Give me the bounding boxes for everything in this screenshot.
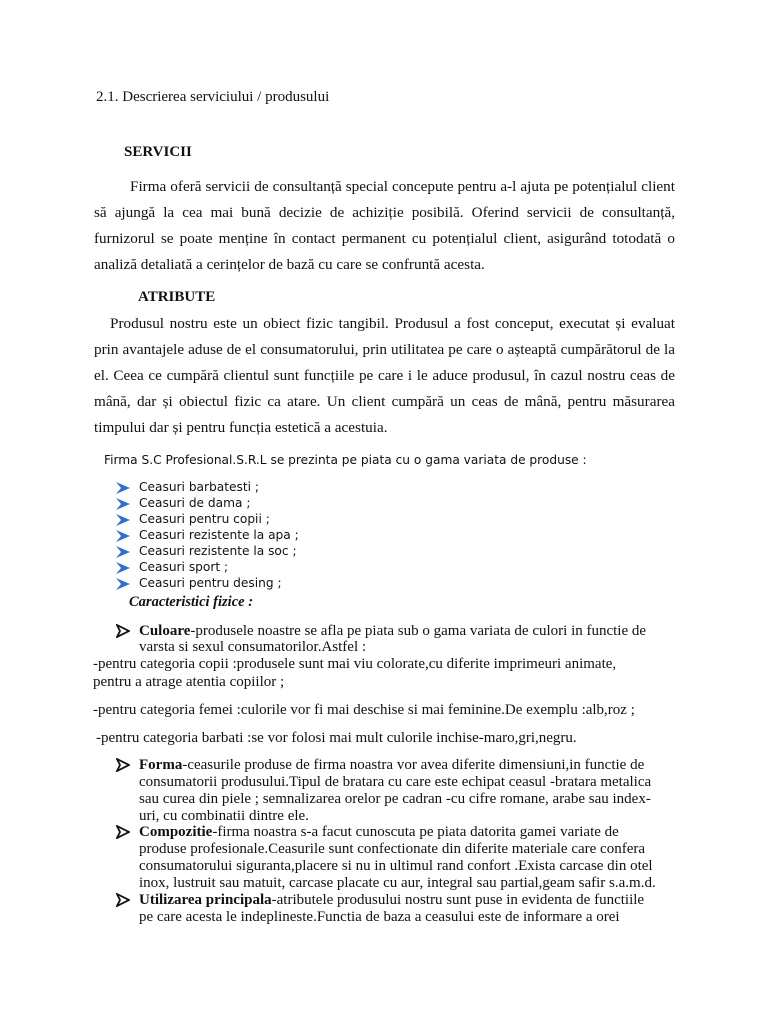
copii-line-1: -pentru categoria copii :produsele sunt mai viu colorate,cu diferite imprimeuri animate,	[93, 656, 617, 672]
compozitie-line-3: consumatorului siguranta,placere si nu in ultimul rand confort .Exista carcase din otel	[139, 858, 653, 874]
blue-arrow-bullet-icon	[116, 482, 130, 494]
produse-intro: Firma S.C Profesional.S.R.L se prezinta pe piata cu o gama variata de produse :	[104, 453, 587, 467]
utilizarea-line-2: pe care acesta le indeplineste.Functia de baza a ceasului este de informare a orei	[139, 909, 620, 925]
forma-term: Forma	[139, 757, 183, 773]
atribute-heading: ATRIBUTE	[138, 289, 216, 305]
list-item-label: Ceasuri rezistente la apa ;	[139, 528, 299, 542]
forma-line-2: consumatorii produsului.Tipul de bratara cu care este echipat ceasul -bratara metalica	[139, 774, 652, 790]
forma-line-4: uri, cu combinatii dintre ele.	[139, 808, 309, 824]
compozitie-line-2: produse profesionale.Ceasurile sunt confectionate din diferite materiale care confera	[139, 841, 646, 857]
compozitie-line-1: Compozitie-firma noastra s-a facut cunoscuta pe piata datorita gamei variate de	[139, 824, 619, 840]
forma-line-1: Forma-ceasurile produse de firma noastra vor avea diferite dimensiuni,in functie de	[139, 757, 645, 773]
section-title: 2.1. Descrierea serviciului / produsului	[96, 89, 330, 105]
list-item-label: Ceasuri barbatesti ;	[139, 480, 260, 494]
black-arrow-bullet-icon	[116, 624, 130, 638]
forma-line-3: sau curea din piele ; semnalizarea orelor pe cadran -cu cifre romane, arabe sau index-	[139, 791, 651, 807]
culoare-line-1: Culoare-produsele noastre se afla pe piata sub o gama variata de culori in functie de	[139, 623, 647, 639]
culoare-term: Culoare	[139, 623, 191, 639]
compozitie-term: Compozitie	[139, 824, 213, 840]
blue-arrow-bullet-icon	[116, 514, 130, 526]
barbati-line: -pentru categoria barbati :se vor folosi mai mult culorile inchise-maro,gri,negru.	[96, 730, 577, 746]
list-item-label: Ceasuri pentru desing ;	[139, 576, 282, 590]
list-item-label: Ceasuri pentru copii ;	[139, 512, 270, 526]
compozitie-line-4: inox, lustruit sau matuit, carcase placate cu aur, integral sau partial,geam safir s.a.m.d.	[139, 875, 656, 891]
blue-arrow-bullet-icon	[116, 578, 130, 590]
black-arrow-bullet-icon	[116, 825, 130, 839]
blue-arrow-bullet-icon	[116, 530, 130, 542]
list-item-label: Ceasuri rezistente la soc ;	[139, 544, 297, 558]
black-arrow-bullet-icon	[116, 893, 130, 907]
utilizarea-term: Utilizarea principala	[139, 892, 272, 908]
blue-arrow-bullet-icon	[116, 546, 130, 558]
atribute-paragraph: Produsul nostru este un obiect fizic tangibil. Produsul a fost conceput, executat și evaluat prin avantajele aduse de el consumatorului, prin utilitatea pe care o așteaptă cumpărătorul de la el. Ceea ce cumpără clientul sunt funcțiile pe care i le aduce produsul, în cazul nostru ceas de mână, dar și obiectul fizic ca atare. Un client cumpără un ceas de mână, pentru măsurarea timpului dar și pentru funcția estetică a acestuia.	[94, 315, 675, 436]
culoare-line-2: varsta si sexul consumatorilor.Astfel :	[139, 639, 367, 655]
servicii-heading: SERVICII	[124, 144, 192, 160]
blue-arrow-bullet-icon	[116, 498, 130, 510]
femei-line: -pentru categoria femei :culorile vor fi mai deschise si mai feminine.De exemplu :alb,roz ;	[93, 702, 635, 718]
list-item-label: Ceasuri sport ;	[139, 560, 229, 574]
utilizarea-line-1: Utilizarea principala-atributele produsului nostru sunt puse in evidenta de functiile	[139, 892, 645, 908]
list-item-label: Ceasuri de dama ;	[139, 496, 251, 510]
servicii-paragraph: Firma oferă servicii de consultanță special concepute pentru a-l ajuta pe potențialul client să ajungă la cea mai bună decizie de achiziție posibilă. Oferind servicii de consultanță, furnizorul se poate menține în contact permanent cu potențialul client, asigurând totodată o analiză detaliată a cerințelor de bază cu care se confruntă acesta.	[94, 178, 675, 273]
caracteristici-heading: Caracteristici fizice :	[129, 594, 254, 610]
black-arrow-bullet-icon	[116, 758, 130, 772]
copii-line-2: pentru a atrage atentia copiilor ;	[93, 674, 285, 690]
blue-arrow-bullet-icon	[116, 562, 130, 574]
